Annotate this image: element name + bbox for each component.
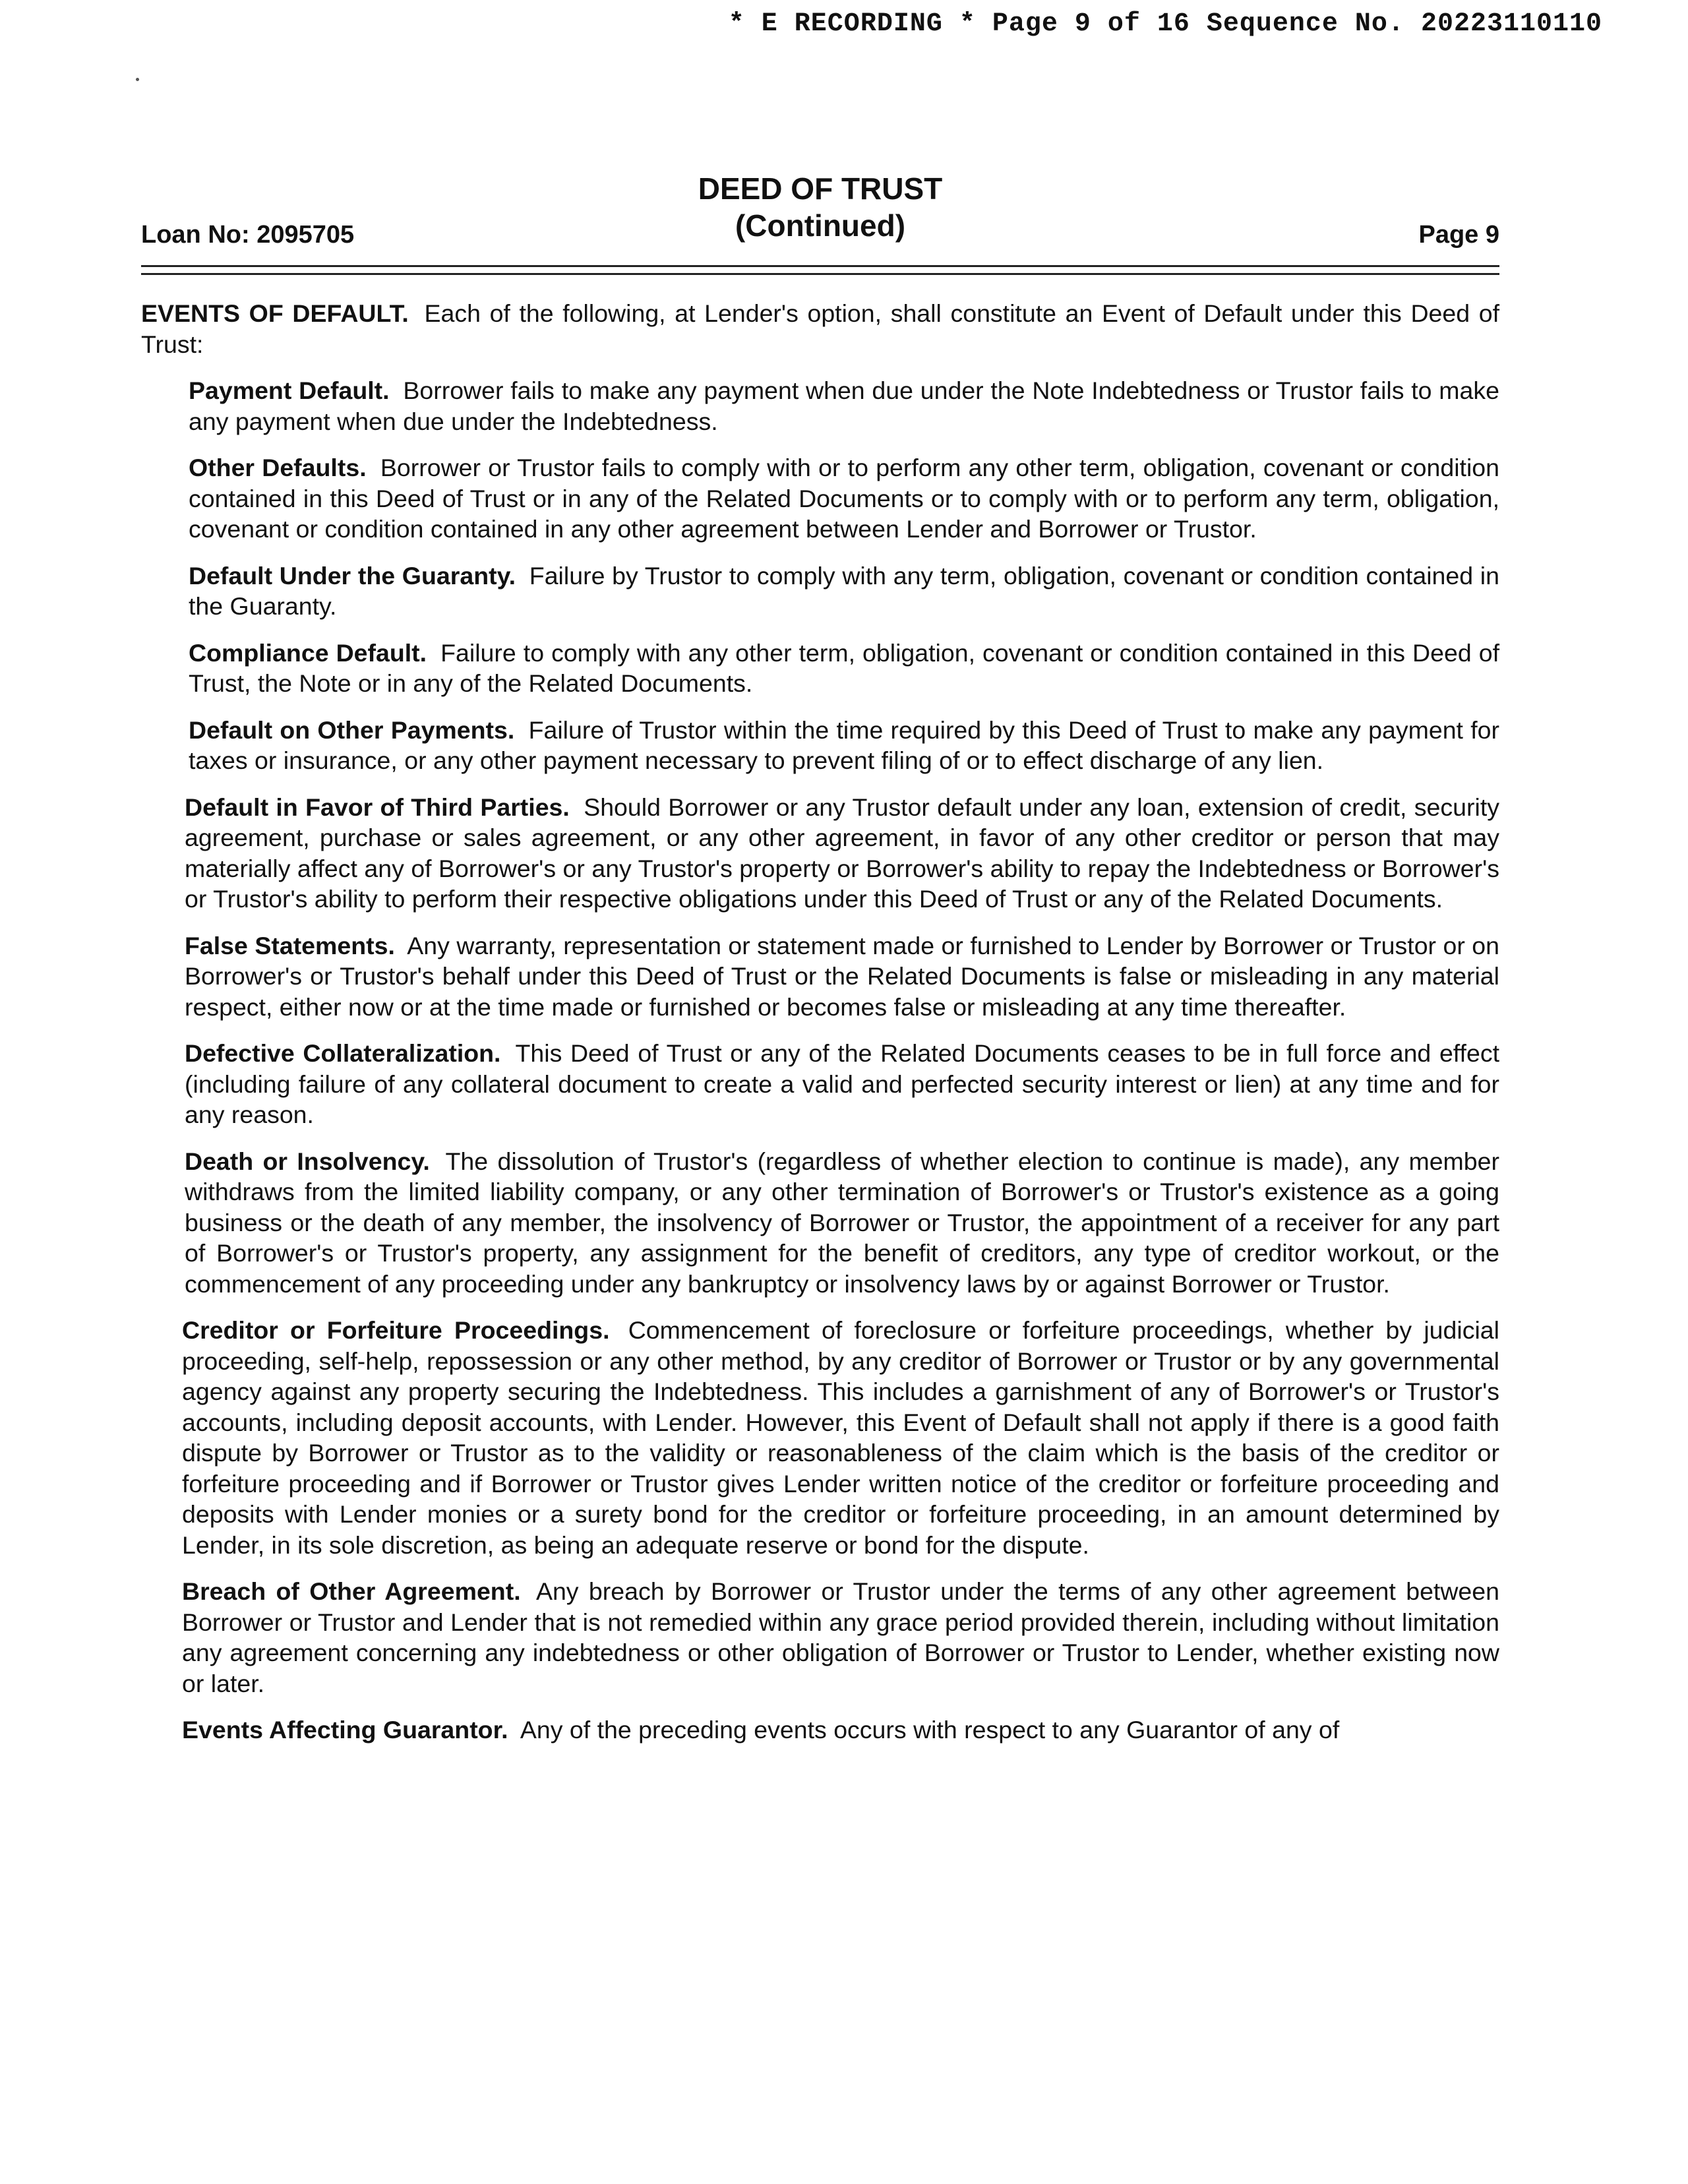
section-text: Any of the preceding events occurs with respect to any Guarantor of any of — [520, 1716, 1340, 1744]
section-text: Failure by Trustor to comply with any term, obligation, covenant or condition contained in the Guaranty. — [189, 561, 1499, 620]
section-text: Borrower fails to make any payment when due under the Note Indebtedness or Trustor fails to make any payment when due under the Indebtedness. — [189, 377, 1499, 435]
loan-number: Loan No: 2095705 — [141, 221, 355, 249]
section-false-statements — [185, 930, 1499, 1023]
section-default-under-guaranty — [189, 561, 1499, 622]
section-text: The dissolution of Trustor's (regardless of whether election to continue is made), any member withdraws from the limited liability company, or any other termination of Borrower's or Trustor's existence as a going business or the death of any member, the insolvency of Borrower or Trustor, the appointment of a receiver for any part of Borrower's or Trustor's property, any assignment for the benefit of creditors, any type of creditor workout, or the commencement of any proceeding under any bankruptcy or insolvency laws by or against Borrower or Trustor. — [185, 1147, 1499, 1298]
header-rule-bottom — [141, 273, 1499, 275]
section-text: Any warranty, representation or statement made or furnished to Lender by Borrower or Trustor or on Borrower's or Trustor's behalf under this Deed of Trust or the Related Documents is false or misleading in any material respect, either now or at the time made or furnished or becomes false or misleading at any time thereafter. — [185, 931, 1499, 1021]
document-subtitle: (Continued) — [735, 208, 906, 243]
section-text: Failure of Trustor within the time required by this Deed of Trust to make any payment for taxes or insurance, or any other payment necessary to prevent filing of or to effect discharge of any lien. — [189, 715, 1499, 774]
section-text: Borrower or Trustor fails to comply with or to perform any other term, obligation, covenant or condition contained in this Deed of Trust or in any of the Related Documents or to comply with or to perform any term, obligation, covenant or condition contained in any other agreement between Lender and Borrower or Trustor. — [189, 454, 1500, 543]
intro-text: Each of the following, at Lender's option, shall constitute an Event of Default under this Deed of Trust: — [141, 299, 1500, 358]
section-heading: Payment Default. — [189, 377, 390, 404]
section-other-defaults — [189, 452, 1499, 545]
section-payment-default — [189, 375, 1499, 437]
section-death-or-insolvency — [185, 1146, 1499, 1300]
section-heading: False Statements. — [185, 931, 395, 959]
section-heading: Default in Favor of Third Parties. — [185, 793, 570, 821]
page-header — [141, 170, 1499, 249]
section-default-third-parties — [185, 792, 1499, 915]
page-number: Page 9 — [1418, 221, 1499, 249]
document-body — [141, 298, 1499, 1761]
section-breach-other-agreement — [182, 1576, 1499, 1699]
section-heading: Default on Other Payments. — [189, 715, 515, 744]
intro-paragraph — [141, 298, 1499, 359]
document-title-block — [141, 170, 1499, 244]
recording-stamp: * E RECORDING * Page 9 of 16 Sequence No. 20223110110 — [728, 9, 1602, 39]
section-text: Commencement of foreclosure or forfeiture proceedings, whether by judicial proceeding, self-help, repossession or any other method, by any creditor of Borrower or Trustor or by any governmental agency against any property securing the Indebtedness. This includes a garnishment of any of Borrower's or Trustor's accounts, including deposit accounts, with Lender. However, this Event of Default shall not apply if there is a good faith dispute by Borrower or Trustor as to the validity or reasonableness of the claim which is the basis of the creditor or forfeiture proceeding and if Borrower or Trustor gives Lender written notice of the creditor or forfeiture proceeding and deposits with Lender monies or a surety bond for the creditor or forfeiture proceeding, in an amount determined by Lender, in its sole discretion, as being an adequate reserve or bond for the dispute. — [182, 1316, 1499, 1559]
section-events-affecting-guarantor — [182, 1714, 1499, 1745]
section-heading: Compliance Default. — [189, 638, 427, 667]
section-heading: Events Affecting Guarantor. — [182, 1716, 508, 1744]
section-creditor-forfeiture — [182, 1315, 1499, 1560]
section-default-other-payments — [189, 715, 1499, 776]
section-defective-collateralization — [185, 1038, 1499, 1130]
section-heading: Death or Insolvency. — [185, 1147, 430, 1175]
intro-heading: EVENTS OF DEFAULT. — [141, 299, 409, 327]
document-title: DEED OF TRUST — [698, 171, 943, 206]
section-heading: Other Defaults. — [189, 454, 367, 481]
section-heading: Creditor or Forfeiture Proceedings. — [182, 1316, 610, 1344]
header-rule-top — [141, 265, 1499, 267]
section-text: Should Borrower or any Trustor default under any loan, extension of credit, security agreement, purchase or sales agreement, or any other agreement, in favor of any other creditor or person that may materially affect any of Borrower's or any Trustor's property or Borrower's ability to repay the Indebtedness or Borrower's or Trustor's ability to perform their respective obligations under this Deed of Trust or any of the Related Documents. — [185, 793, 1499, 913]
section-text: Failure to comply with any other term, obligation, covenant or condition contained in this Deed of Trust, the Note or in any of the Related Documents. — [189, 638, 1499, 697]
section-text: Any breach by Borrower or Trustor under the terms of any other agreement between Borrower or Trustor and Lender that is not remedied within any grace period provided therein, including without limitation any agreement concerning any indebtedness or other obligation of Borrower or Trustor to Lender, whether existing now or later. — [182, 1577, 1499, 1697]
section-heading: Breach of Other Agreement. — [182, 1577, 521, 1605]
section-heading: Defective Collateralization. — [185, 1039, 501, 1067]
scan-speck — [136, 78, 139, 81]
section-compliance-default — [189, 638, 1499, 699]
section-heading: Default Under the Guaranty. — [189, 561, 516, 590]
section-text: This Deed of Trust or any of the Related Documents ceases to be in full force and effect (including failure of any collateral document to create a valid and perfected security interest or lien) at any time and for any reason. — [185, 1039, 1499, 1128]
